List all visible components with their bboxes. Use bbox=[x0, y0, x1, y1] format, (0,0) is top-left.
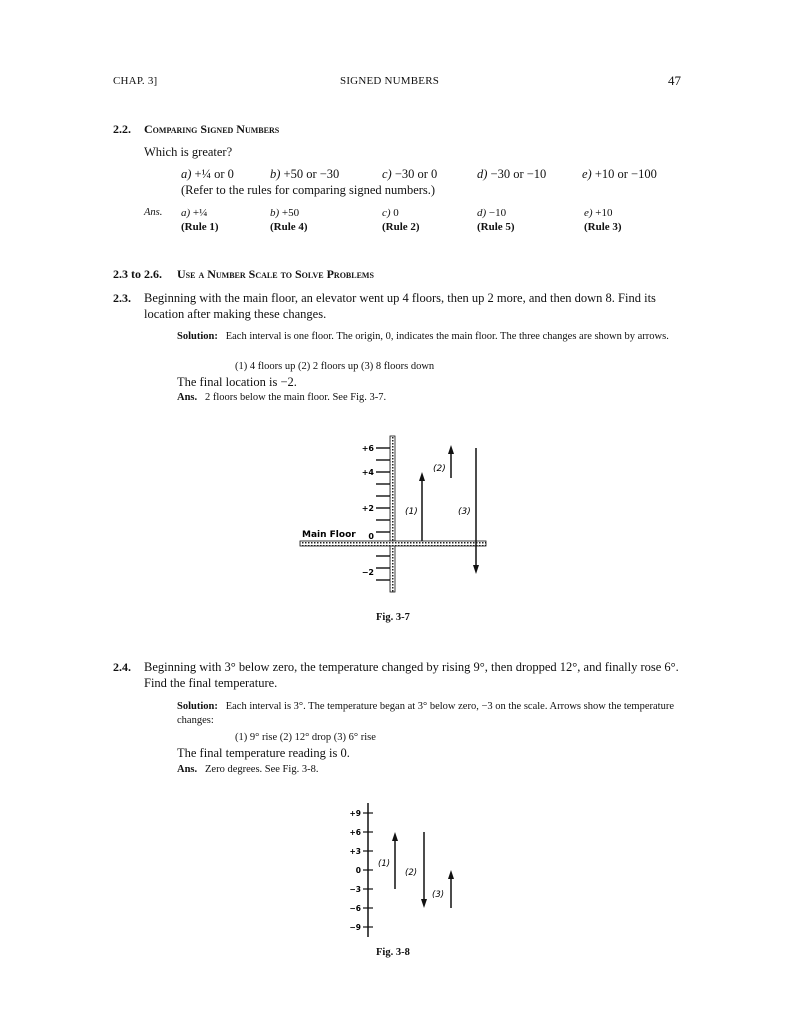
item-text: +50 or −30 bbox=[283, 167, 340, 181]
arrow-label-3: (3) bbox=[432, 890, 445, 900]
answer-label: Ans. bbox=[177, 392, 198, 403]
figure-3-7-caption: Fig. 3-7 bbox=[376, 612, 410, 623]
answer-rule: (Rule 4) bbox=[270, 221, 308, 233]
answer-letter: a) bbox=[181, 207, 191, 219]
answer-letter: b) bbox=[270, 207, 280, 219]
tick-label: +6 bbox=[349, 828, 361, 837]
answer-rule: (Rule 3) bbox=[584, 221, 622, 233]
page-number: 47 bbox=[668, 73, 681, 88]
tick-label: −6 bbox=[349, 904, 361, 913]
figure-3-7 bbox=[290, 428, 500, 598]
tick-label: +3 bbox=[349, 847, 361, 856]
figure-3-8-caption: Fig. 3-8 bbox=[376, 947, 410, 958]
list-item bbox=[270, 167, 339, 182]
section-2-2-title: Comparing Signed Numbers bbox=[144, 122, 280, 136]
item-label: c) bbox=[382, 167, 392, 181]
item-label: b) bbox=[270, 167, 281, 181]
answer-letter: d) bbox=[477, 207, 487, 219]
answer-item bbox=[584, 207, 613, 219]
solution-label: Solution: bbox=[177, 701, 218, 712]
tick-label: +2 bbox=[361, 504, 374, 513]
arrow-label-2: (2) bbox=[405, 868, 418, 878]
arrow-label-1: (1) bbox=[405, 507, 418, 517]
arrow-1-head bbox=[392, 832, 398, 841]
solution-2-4 bbox=[177, 700, 689, 728]
changes-2-3: (1) 4 floors up (2) 2 floors up (3) 8 floors down bbox=[235, 361, 435, 372]
final-2-4: The final temperature reading is 0. bbox=[177, 746, 350, 760]
answer-rule: (Rule 5) bbox=[477, 221, 515, 233]
tick-label: −9 bbox=[349, 923, 361, 932]
changes-2-4: (1) 9° rise (2) 12° drop (3) 6° rise bbox=[235, 732, 376, 743]
answer-label: Ans. bbox=[177, 764, 198, 775]
answer-value: 0 bbox=[393, 207, 399, 219]
problem-2-4-number: 2.4. bbox=[113, 660, 131, 674]
problem-2-4-text: Beginning with 3° below zero, the temperature changed by rising 9°, then dropped 12°, and finally rose 6°. Find the final temperature. bbox=[144, 660, 679, 690]
answer-item bbox=[477, 207, 506, 219]
answer-rule: (Rule 1) bbox=[181, 221, 219, 233]
tick-label: +4 bbox=[361, 468, 374, 477]
tick-label: 0 bbox=[368, 532, 374, 541]
answer-letter: c) bbox=[382, 207, 391, 219]
solution-text: Each interval is one floor. The origin, 0, indicates the main floor. The three changes are shown by arrows. bbox=[225, 331, 669, 342]
tick-label: −2 bbox=[361, 568, 374, 577]
item-label: d) bbox=[477, 167, 488, 181]
answer-value: −10 bbox=[488, 207, 507, 219]
arrow-1-head bbox=[419, 472, 425, 481]
item-text: −30 or −10 bbox=[490, 167, 547, 181]
tick-label: +6 bbox=[361, 444, 374, 453]
answer-value: +50 bbox=[281, 207, 300, 219]
item-label: e) bbox=[582, 167, 592, 181]
arrow-label-3: (3) bbox=[458, 507, 471, 517]
item-text: +10 or −100 bbox=[594, 167, 657, 181]
answer-label: Ans. bbox=[144, 207, 163, 218]
arrow-3-head bbox=[448, 870, 454, 879]
item-text: +¼ or 0 bbox=[194, 167, 234, 181]
item-label: a) bbox=[181, 167, 192, 181]
main-floor-line bbox=[300, 541, 486, 546]
tick-label: −3 bbox=[349, 885, 361, 894]
arrow-2-head bbox=[421, 899, 427, 908]
section-2-3-to-2-6-title: Use a Number Scale to Solve Problems bbox=[177, 267, 374, 281]
final-2-3: The final location is −2. bbox=[177, 375, 297, 389]
answer-value: +10 bbox=[595, 207, 613, 219]
answer-value: +¼ bbox=[192, 207, 208, 219]
arrow-label-2: (2) bbox=[433, 464, 446, 474]
solution-label: Solution: bbox=[177, 331, 218, 342]
list-item bbox=[582, 167, 657, 182]
list-item bbox=[382, 167, 437, 182]
problem-2-3-number: 2.3. bbox=[113, 291, 131, 305]
answer-rule: (Rule 2) bbox=[382, 221, 420, 233]
arrow-label-1: (1) bbox=[378, 859, 391, 869]
answer-item bbox=[270, 207, 299, 219]
list-item bbox=[181, 167, 234, 182]
arrow-3-head bbox=[473, 565, 479, 574]
question-text: Which is greater? bbox=[144, 145, 233, 159]
section-2-3-to-2-6-number: 2.3 to 2.6. bbox=[113, 267, 162, 281]
answer-item bbox=[382, 207, 399, 219]
answer-text: Zero degrees. See Fig. 3-8. bbox=[205, 764, 319, 775]
page-header-title: SIGNED NUMBERS bbox=[340, 75, 440, 87]
solution-text: Each interval is 3°. The temperature began at 3° below zero, −3 on the scale. Arrows show the temperature changes: bbox=[177, 701, 674, 726]
answer-text: 2 floors below the main floor. See Fig. 3-7. bbox=[205, 392, 387, 403]
answer-2-4 bbox=[177, 764, 318, 775]
arrow-2-head bbox=[448, 445, 454, 454]
answer-item bbox=[181, 207, 207, 219]
answer-letter: e) bbox=[584, 207, 593, 219]
tick-label: 0 bbox=[355, 866, 361, 875]
vertical-axis bbox=[390, 436, 395, 592]
refer-note: (Refer to the rules for comparing signed numbers.) bbox=[181, 183, 436, 197]
solution-2-3 bbox=[177, 329, 687, 344]
chapter-label: CHAP. 3] bbox=[113, 75, 158, 87]
answer-2-3 bbox=[177, 392, 386, 403]
figure-3-8 bbox=[338, 800, 468, 940]
list-item bbox=[477, 167, 546, 182]
item-text: −30 or 0 bbox=[394, 167, 438, 181]
problem-2-3-text: Beginning with the main floor, an elevator went up 4 floors, then up 2 more, and then down 8. Find its location after making these changes. bbox=[144, 291, 656, 321]
tick-label: +9 bbox=[349, 809, 361, 818]
section-2-2-number: 2.2. bbox=[113, 122, 131, 136]
main-floor-label: Main Floor bbox=[302, 530, 356, 540]
